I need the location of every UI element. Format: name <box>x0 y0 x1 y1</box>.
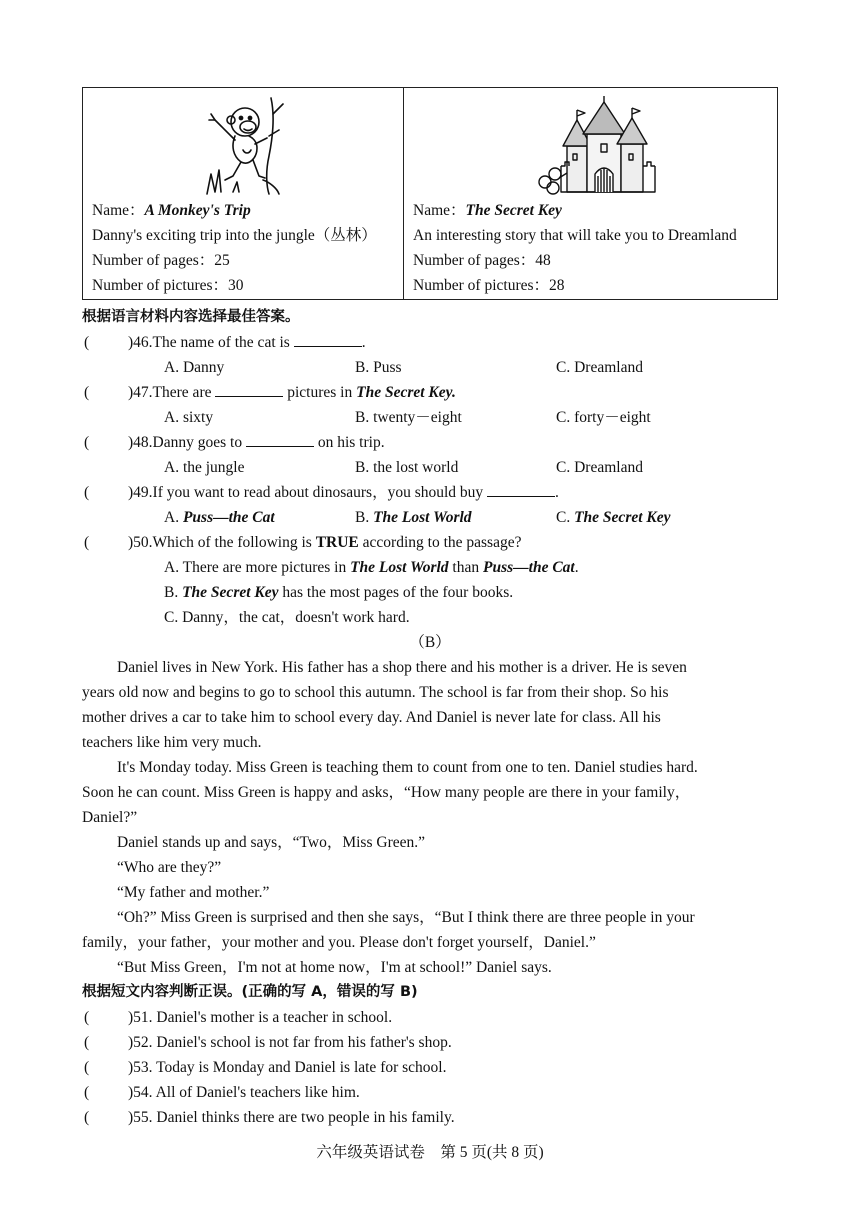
option-letter: A. <box>164 509 183 526</box>
option-b: B. the lost world <box>355 459 459 476</box>
option-b <box>164 580 513 605</box>
passage-line: mother drives a car to take him to school every day. And Daniel is never late for class. All his <box>82 709 661 726</box>
name-label: Name： <box>92 202 145 219</box>
question-47 <box>128 380 456 405</box>
book-description: An interesting story that will take you to Dreamland <box>413 227 737 244</box>
option-c: C. forty－eight <box>556 409 651 426</box>
option-text: A. There are more pictures in <box>164 559 351 576</box>
book-description: Danny's exciting trip into the jungle（丛林） <box>92 227 377 244</box>
question-text: according to the passage? <box>358 534 522 551</box>
option-b: B. twenty－eight <box>355 409 462 426</box>
judgement-item <box>128 1005 392 1030</box>
book-title: Puss—the Cat <box>182 509 275 526</box>
statement-text: 52. Daniel's school is not far from his father's shop. <box>133 1034 452 1051</box>
question-text: If you want to read about dinosaurs，you should buy <box>152 484 488 501</box>
option-a <box>164 505 275 530</box>
book-pictures: Number of pictures：28 <box>413 277 565 294</box>
book-pages: Number of pages：48 <box>413 252 551 269</box>
book-title: Puss—the Cat <box>482 559 575 576</box>
question-number: 49. <box>133 484 153 501</box>
question-text: Danny goes to <box>152 434 246 451</box>
passage-label: （B） <box>409 634 451 651</box>
book-pages: Number of pages：25 <box>92 252 230 269</box>
book-title: A Monkey's Trip <box>144 202 251 219</box>
judgement-item <box>128 1105 455 1130</box>
answer-paren-close: ) <box>128 484 134 501</box>
book-title: The Secret Key <box>574 509 671 526</box>
answer-paren-close: ) <box>128 1009 134 1026</box>
passage-line: years old now and begins to go to school this autumn. The school is far from their shop. So his <box>82 684 669 701</box>
option-b <box>355 505 472 530</box>
passage-line: “Oh?” Miss Green is surprised and then she says，“But I think there are three people in your <box>117 909 695 926</box>
answer-paren-open: ( <box>84 484 90 501</box>
passage-line: Daniel?” <box>82 809 138 826</box>
answer-paren-open: ( <box>84 334 90 351</box>
option-text: B. <box>164 584 183 601</box>
page-footer: 六年级英语试卷 第 5 页(共 8 页) <box>316 1144 544 1161</box>
section1-instruction: 根据语言材料内容选择最佳答案。 <box>82 309 300 325</box>
judgement-item <box>128 1030 452 1055</box>
question-49 <box>128 480 559 505</box>
option-letter: C. <box>556 509 575 526</box>
passage-line: “But Miss Green，I'm not at home now，I'm at school!” Daniel says. <box>117 959 552 976</box>
answer-paren-close: ) <box>128 1109 134 1126</box>
question-50 <box>128 530 521 555</box>
monkey-illustration <box>92 88 403 196</box>
passage-line: It's Monday today. Miss Green is teaching them to count from one to ten. Daniel studies hard. <box>117 759 698 776</box>
name-label: Name： <box>413 202 466 219</box>
statement-text: 54. All of Daniel's teachers like him. <box>133 1084 360 1101</box>
book-card-monkey <box>83 88 404 299</box>
judgement-item <box>128 1055 446 1080</box>
passage-line: Daniel stands up and says，“Two，Miss Green.” <box>117 834 425 851</box>
passage-line: Soon he can count. Miss Green is happy and asks，“How many people are there in your family， <box>82 784 691 801</box>
answer-paren-close: ) <box>128 1084 134 1101</box>
answer-paren-close: ) <box>128 1059 134 1076</box>
option-a: A. sixty <box>164 409 214 426</box>
answer-paren-open: ( <box>84 1059 90 1076</box>
statement-text: 55. Daniel thinks there are two people in his family. <box>133 1109 455 1126</box>
answer-paren-open: ( <box>84 1084 90 1101</box>
answer-paren-open: ( <box>84 1109 90 1126</box>
passage-line: Daniel lives in New York. His father has a shop there and his mother is a driver. He is seven <box>117 659 687 676</box>
passage-line: “My father and mother.” <box>117 884 270 901</box>
answer-paren-close: ) <box>128 1034 134 1051</box>
answer-paren-open: ( <box>84 384 90 401</box>
question-number: 47. <box>133 384 153 401</box>
answer-blank <box>487 482 555 497</box>
book-info-table <box>82 87 778 300</box>
option-a: A. the jungle <box>164 459 245 476</box>
statement-text: 51. Daniel's mother is a teacher in school. <box>133 1009 393 1026</box>
answer-blank <box>215 382 283 397</box>
passage-line: “Who are they?” <box>117 859 222 876</box>
option-b: B. Puss <box>355 359 402 376</box>
book-title: The Secret Key <box>182 584 279 601</box>
option-c: C. Danny，the cat，doesn't work hard. <box>164 609 410 626</box>
emphasis-word: TRUE <box>315 534 359 551</box>
answer-paren-close: ) <box>128 434 134 451</box>
question-46 <box>128 330 366 355</box>
question-text: There are <box>152 384 216 401</box>
question-number: 50. <box>133 534 153 551</box>
answer-blank <box>294 332 362 347</box>
question-text: Which of the following is <box>152 534 316 551</box>
answer-blank <box>246 432 314 447</box>
castle-key-illustration <box>413 88 777 196</box>
option-text: than <box>448 559 483 576</box>
book-pictures: Number of pictures：30 <box>92 277 244 294</box>
question-text: pictures in <box>283 384 357 401</box>
option-text: has the most pages of the four books. <box>278 584 514 601</box>
option-c <box>556 505 671 530</box>
question-text: The name of the cat is <box>152 334 294 351</box>
answer-paren-close: ) <box>128 384 134 401</box>
option-c: C. Dreamland <box>556 459 643 476</box>
section2-instruction: 根据短文内容判断正误。(正确的写 A，错误的写 B) <box>82 984 418 1000</box>
judgement-item <box>128 1080 360 1105</box>
answer-paren-open: ( <box>84 1009 90 1026</box>
option-c: C. Dreamland <box>556 359 643 376</box>
book-card-secret-key <box>404 88 777 299</box>
passage-line: family，your father，your mother and you. Please don't forget yourself，Daniel.” <box>82 934 596 951</box>
castle-icon <box>525 96 665 196</box>
option-text: . <box>574 559 579 576</box>
book-name-row <box>413 198 777 223</box>
book-title: The Secret Key <box>465 202 562 219</box>
option-letter: B. <box>355 509 374 526</box>
answer-paren-open: ( <box>84 534 90 551</box>
answer-paren-close: ) <box>128 334 134 351</box>
question-number: 46. <box>133 334 153 351</box>
option-a: A. Danny <box>164 359 225 376</box>
question-48 <box>128 430 385 455</box>
monkey-icon <box>203 96 293 196</box>
statement-text: 53. Today is Monday and Daniel is late for school. <box>133 1059 447 1076</box>
answer-paren-close: ) <box>128 534 134 551</box>
option-a <box>164 555 579 580</box>
book-title: The Secret Key. <box>356 384 456 401</box>
question-text: . <box>555 484 559 501</box>
book-name-row <box>92 198 403 223</box>
answer-paren-open: ( <box>84 1034 90 1051</box>
question-number: 48. <box>133 434 153 451</box>
passage-line: teachers like him very much. <box>82 734 262 751</box>
question-text: . <box>361 334 366 351</box>
book-title: The Lost World <box>373 509 472 526</box>
answer-paren-open: ( <box>84 434 90 451</box>
question-text: on his trip. <box>313 434 385 451</box>
book-title: The Lost World <box>350 559 449 576</box>
